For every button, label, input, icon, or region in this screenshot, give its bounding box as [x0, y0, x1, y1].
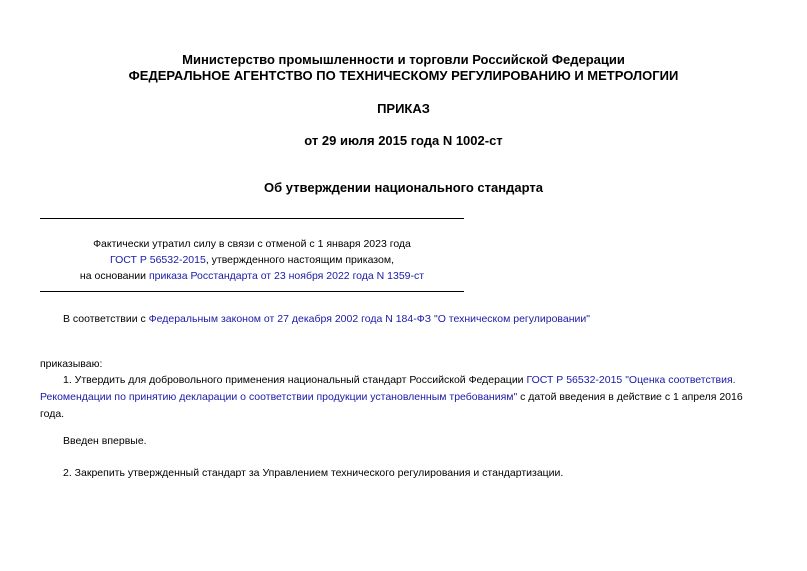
status-note-top-divider: [40, 218, 464, 219]
status-note-line-3-text: на основании: [79, 270, 149, 282]
basis-paragraph: [63, 311, 763, 328]
status-note-line-1: Фактически утратил силу в связи с отменой с 1 января 2023 года: [93, 238, 411, 250]
ministry-heading: Министерство промышленности и торговли Российской Федерации: [182, 52, 625, 67]
item-1-text: 1. Утвердить для добровольного применения национальный стандарт Российской Федерации: [63, 374, 527, 386]
rosstandart-order-link[interactable]: приказа Росстандарта от 23 ноября 2022 года N 1359-ст: [148, 270, 425, 282]
status-note-line-2: [40, 252, 464, 268]
status-note-line-3: [40, 268, 464, 284]
basis-text: В соответствии с: [63, 313, 149, 325]
document-subject-title: Об утверждении национального стандарта: [264, 180, 543, 195]
gost-56532-standard-link[interactable]: ГОСТ Р 56532-2015 "Оценка соответствия. Рекомендации по принятию декларации о соответствии продукции установленным требованиям": [40, 374, 736, 403]
status-note-line-2-text: , утвержденного настоящим приказом,: [205, 254, 394, 266]
order-item-1: [40, 372, 767, 423]
introduced-first-note: Введен впервые.: [63, 435, 147, 447]
document-date-number: от 29 июля 2015 года N 1002-ст: [304, 133, 503, 148]
order-item-2: 2. Закрепить утвержденный стандарт за Управлением технического регулирования и стандартизации.: [63, 467, 564, 479]
item-1-tail: с датой введения в действие с 1 апреля 2016 года.: [40, 391, 743, 420]
federal-law-184-link[interactable]: Федеральным законом от 27 декабря 2002 года N 184-ФЗ "О техническом регулировании": [148, 313, 590, 325]
status-note-bottom-divider: [40, 291, 464, 292]
agency-heading: ФЕДЕРАЛЬНОЕ АГЕНТСТВО ПО ТЕХНИЧЕСКОМУ РЕГУЛИРОВАНИЮ И МЕТРОЛОГИИ: [128, 68, 679, 83]
document-type-heading: ПРИКАЗ: [377, 101, 430, 116]
order-word: приказываю:: [40, 358, 103, 370]
gost-56532-link[interactable]: ГОСТ Р 56532-2015: [110, 254, 206, 266]
